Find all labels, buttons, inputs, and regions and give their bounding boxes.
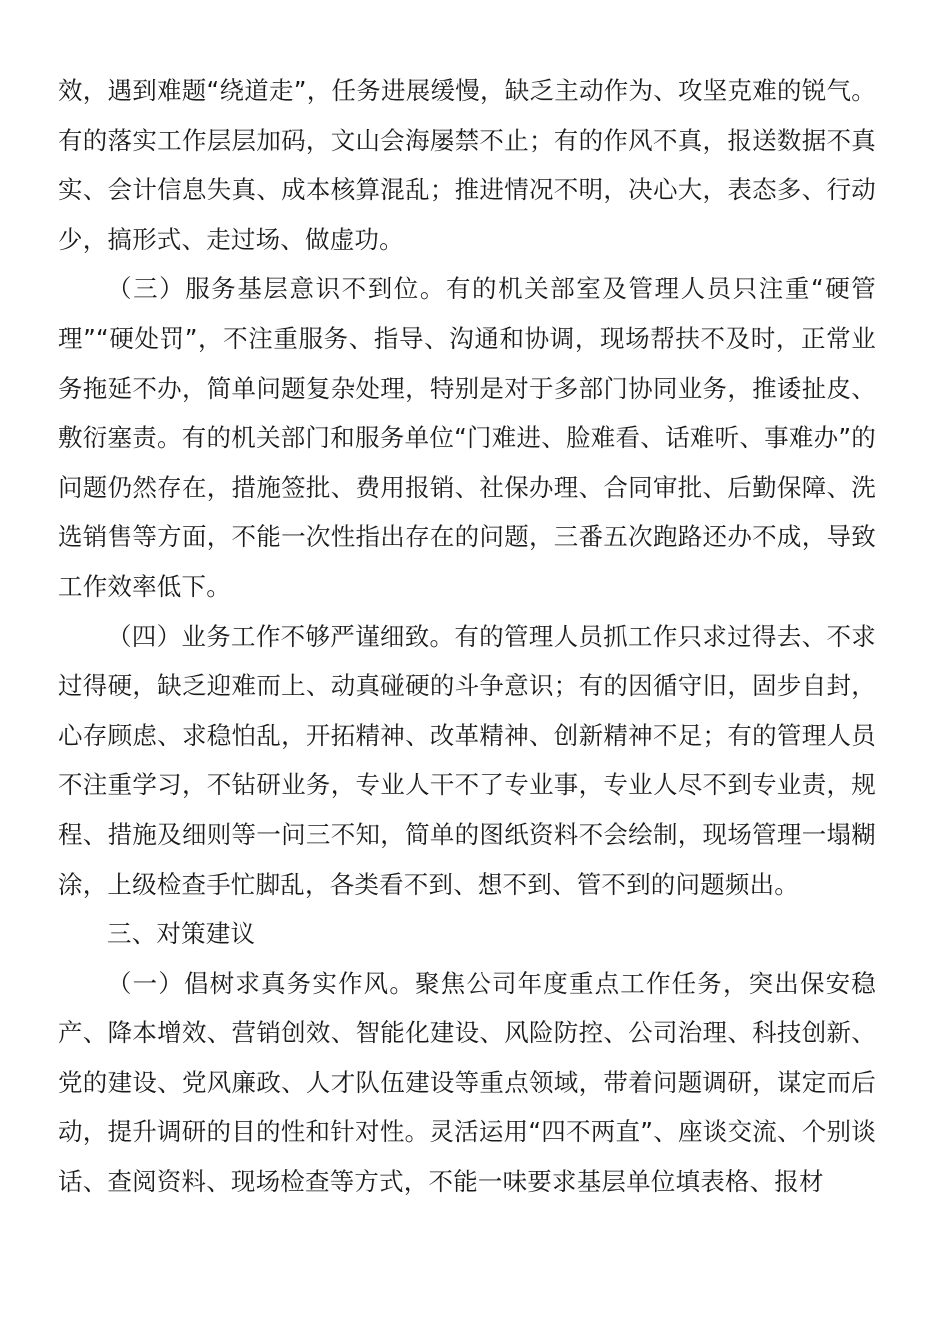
paragraph-section-3: （三）服务基层意识不到位。有的机关部室及管理人员只注重“硬管理”“硬处罚”，不注重服务、指导、沟通和协调，现场帮扶不及时，正常业务拖延不办，简单问题复杂处理，特别是对于多部门协同业务，推诿扯皮、敷衍塞责。有的机关部门和服务单位“门难进、脸难看、话难听、事难办”的问题仍然存在，措施签批、费用报销、社保办理、合同审批、后勤保障、洗选销售等方面，不能一次性指出存在的问题，三番五次跑路还办不成，导致工作效率低下。 bbox=[58, 274, 876, 601]
document-body bbox=[58, 66, 876, 1207]
paragraph-continuation: 效，遇到难题“绕道走”，任务进展缓慢，缺乏主动作为、攻坚克难的锐气。有的落实工作层层加码，文山会海屡禁不止；有的作风不真，报送数据不真实、会计信息失真、成本核算混乱；推进情况不明，决心大，表态多、行动少，搞形式、走过场、做虚功。 bbox=[58, 76, 876, 254]
paragraph-countermeasure-1: （一）倡树求真务实作风。聚焦公司年度重点工作任务，突出保安稳产、降本增效、营销创效、智能化建设、风险防控、公司治理、科技创新、党的建设、党风廉政、人才队伍建设等重点领域，带着问题调研，谋定而后动，提升调研的目的性和针对性。灵活运用“四不两直”、座谈交流、个别谈话、查阅资料、现场检查等方式，不能一味要求基层单位填表格、报材 bbox=[58, 968, 876, 1197]
section-heading-countermeasures: 三、对策建议 bbox=[107, 919, 256, 949]
paragraph-section-4: （四）业务工作不够严谨细致。有的管理人员抓工作只求过得去、不求过得硬，缺乏迎难而上、动真碰硬的斗争意识；有的因循守旧，固步自封，心存顾虑、求稳怕乱，开拓精神、改革精神、创新精神不足；有的管理人员不注重学习，不钻研业务，专业人干不了专业事，专业人尽不到专业责，规程、措施及细则等一问三不知，简单的图纸资料不会绘制，现场管理一塌糊涂，上级检查手忙脚乱，各类看不到、想不到、管不到的问题频出。 bbox=[58, 621, 876, 899]
